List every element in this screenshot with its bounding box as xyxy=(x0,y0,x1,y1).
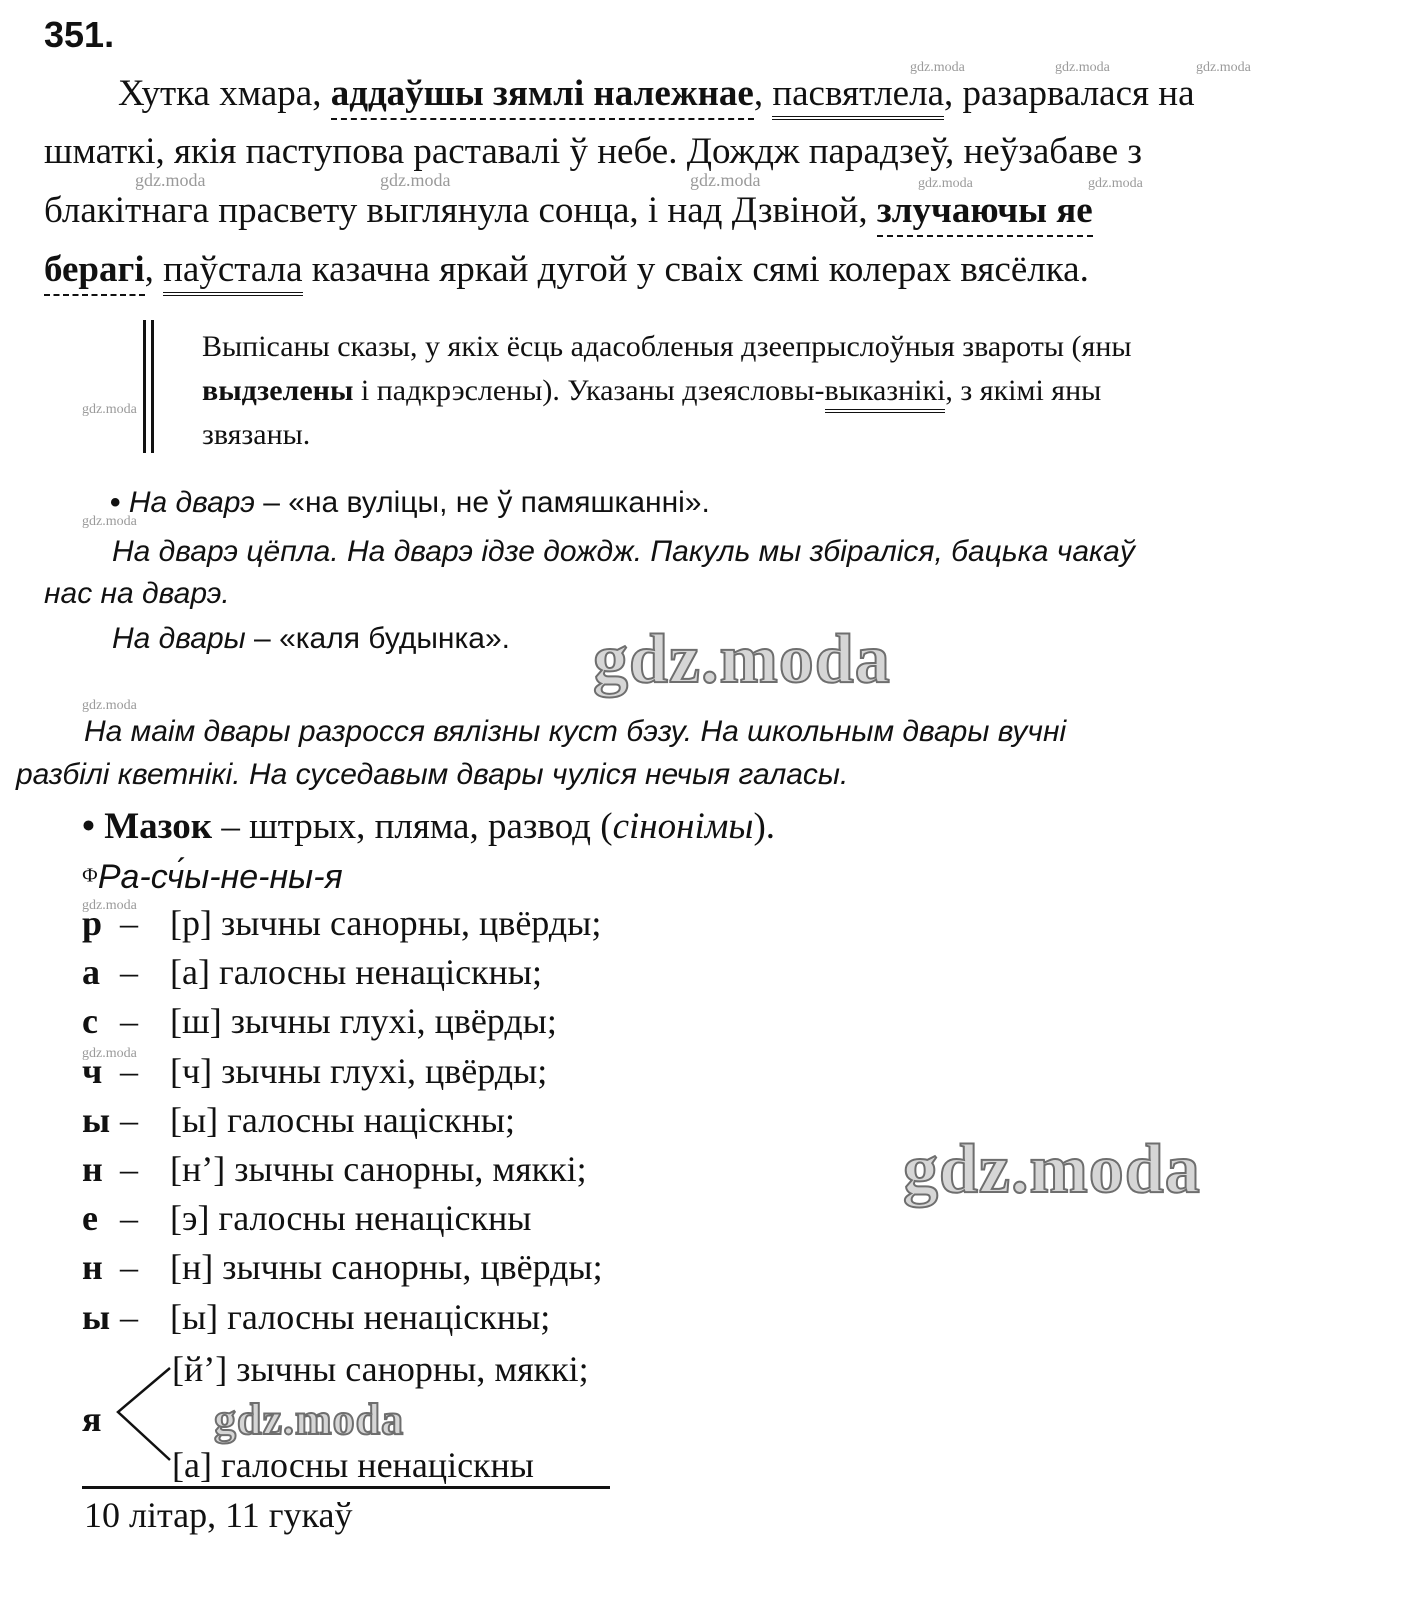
note-bar-left xyxy=(143,320,146,453)
phonetic-row xyxy=(82,1148,587,1190)
participle-phrase-2: злучаючы яе xyxy=(877,190,1093,237)
note-line-3: звязаны. xyxy=(202,418,311,451)
mazok-line: • Мазок – штрых, пляма, развод (сінонімы). xyxy=(82,806,776,847)
watermark-big-1: gdz.moda xyxy=(593,621,891,698)
phonetic-row xyxy=(82,1000,557,1042)
phonetic-row xyxy=(82,951,542,993)
phonetic-letter: а xyxy=(82,952,100,993)
phonetic-letter: ы xyxy=(82,1099,111,1140)
phonetic-row xyxy=(82,1099,515,1141)
predicate-1: пасвятлела xyxy=(772,73,944,120)
phonetic-sound: [ш] зычны глухі, цвёрды; xyxy=(170,1001,557,1042)
participle-phrase-2-cont: берагі xyxy=(44,249,145,296)
phonetic-letter: н xyxy=(82,1149,103,1189)
phonetic-dash: – xyxy=(120,1050,138,1091)
ya-bottom-sound: [а] галосны ненаціскны xyxy=(172,1445,534,1485)
phonetic-dash: – xyxy=(120,903,138,943)
dvare-example-1: На дварэ цёпла. На дварэ ідзе дождж. Пакуль мы збіраліся, бацька чакаў xyxy=(112,535,1135,568)
phonetic-marker: Ф xyxy=(82,864,98,887)
note-line-2: выдзелены і падкрэслены). Указаны дзеясловы-выказнікі, з якімі яны xyxy=(202,374,1101,408)
note-line-1: Выпісаны сказы, у якіх ёсць адасобленыя дзеепрыслоўныя звароты (яны xyxy=(202,330,1132,363)
predicate-2: паўстала xyxy=(163,249,302,296)
watermark-small: gdz.moda xyxy=(135,170,206,190)
phonetic-sound: [р] зычны санорны, цвёрды; xyxy=(170,903,602,943)
watermark-small: gdz.moda xyxy=(82,514,137,529)
phonetic-letter: е xyxy=(82,1198,98,1239)
watermark-small: gdz.moda xyxy=(910,60,965,75)
watermark-small: gdz.moda xyxy=(380,170,451,190)
ya-branch-bracket xyxy=(110,1360,180,1470)
participle-phrase-1: аддаўшы зямлі належнае xyxy=(331,73,754,120)
ya-letter: я xyxy=(82,1399,102,1439)
phonetic-dash: – xyxy=(120,1149,138,1189)
phonetic-letter: с xyxy=(82,1001,98,1042)
phonetic-row xyxy=(82,1197,531,1239)
phonetic-row xyxy=(82,1296,550,1338)
dvare-heading: • На дварэ – «на вуліцы, не ў памяшканні». xyxy=(110,486,710,519)
phonetic-sound: [ч] зычны глухі, цвёрды; xyxy=(170,1050,548,1091)
dvare-example-2: нас на дварэ. xyxy=(44,577,230,610)
summary-rule xyxy=(82,1486,610,1489)
watermark-small: gdz.moda xyxy=(82,1046,137,1061)
phonetic-heading xyxy=(82,858,343,897)
phonetic-row xyxy=(82,1246,603,1288)
phonetic-sound: [а] галосны ненаціскны; xyxy=(170,952,542,993)
watermark-small: gdz.moda xyxy=(1196,60,1251,75)
phonetic-dash: – xyxy=(120,1001,138,1042)
watermark-big-3: gdz.moda xyxy=(214,1395,405,1444)
phonetic-letter: н xyxy=(82,1247,103,1288)
watermark-small: gdz.moda xyxy=(918,176,973,191)
exercise-number: 351. xyxy=(44,14,115,55)
watermark-small: gdz.moda xyxy=(690,170,761,190)
phonetic-row xyxy=(82,902,601,944)
paragraph-line-4: берагі, паўстала казачна яркай дугой у сваіх сямі колерах вясёлка. xyxy=(44,248,1089,291)
watermark-small: gdz.moda xyxy=(1088,176,1143,191)
note-bar-right xyxy=(151,320,154,453)
phonetic-sound: [э] галосны ненаціскны xyxy=(170,1198,532,1239)
dvary-heading: На двары – «каля будынка». xyxy=(112,622,510,655)
phonetic-sound: [н] зычны санорны, цвёрды; xyxy=(170,1247,603,1288)
dvary-example-2: разбілі кветнікі. На суседавым двары чуліся нечыя галасы. xyxy=(16,758,849,791)
ya-top-sound: [й’] зычны санорны, мяккі; xyxy=(172,1349,589,1389)
phonetic-row xyxy=(82,1050,547,1092)
phonetic-dash: – xyxy=(120,952,138,993)
watermark-small: gdz.moda xyxy=(82,698,137,713)
watermark-small: gdz.moda xyxy=(1055,60,1110,75)
phonetic-sound: [ы] галосны ненаціскны; xyxy=(170,1296,551,1337)
phonetic-letter: ы xyxy=(82,1296,111,1337)
watermark-small: gdz.moda xyxy=(82,402,137,417)
paragraph-line-1: Хутка хмара, аддаўшы зямлі належнае, пасвятлела, разарвалася на xyxy=(118,72,1195,115)
phonetic-dash: – xyxy=(120,1099,138,1140)
letter-sound-count: 10 літар, 11 гукаў xyxy=(84,1495,353,1535)
phonetic-letter: ч xyxy=(82,1050,103,1091)
phonetic-letter: р xyxy=(82,903,103,943)
dvary-example-1: На маім двары разросся вялізны куст бэзу. На школьным двары вучні xyxy=(84,715,1067,748)
phonetic-dash: – xyxy=(120,1247,138,1288)
watermark-big-2: gdz.moda xyxy=(903,1131,1201,1208)
phonetic-sound: [ы] галосны націскны; xyxy=(170,1099,515,1140)
phonetic-sound: [н’] зычны санорны, мяккі; xyxy=(170,1149,587,1189)
phonetic-dash: – xyxy=(120,1198,138,1239)
paragraph-line-3: блакітнага прасвету выглянула сонца, і над Дзвіной, злучаючы яе xyxy=(44,189,1093,232)
paragraph-line-2: шматкі, якія паступова раставалі ў небе. Дождж парадзеў, неўзабаве з xyxy=(44,131,1143,172)
watermark-small: gdz.moda xyxy=(82,898,137,913)
phonetic-dash: – xyxy=(120,1296,138,1337)
syllables: Ра-сч́ы-не-ны-я xyxy=(97,858,343,896)
